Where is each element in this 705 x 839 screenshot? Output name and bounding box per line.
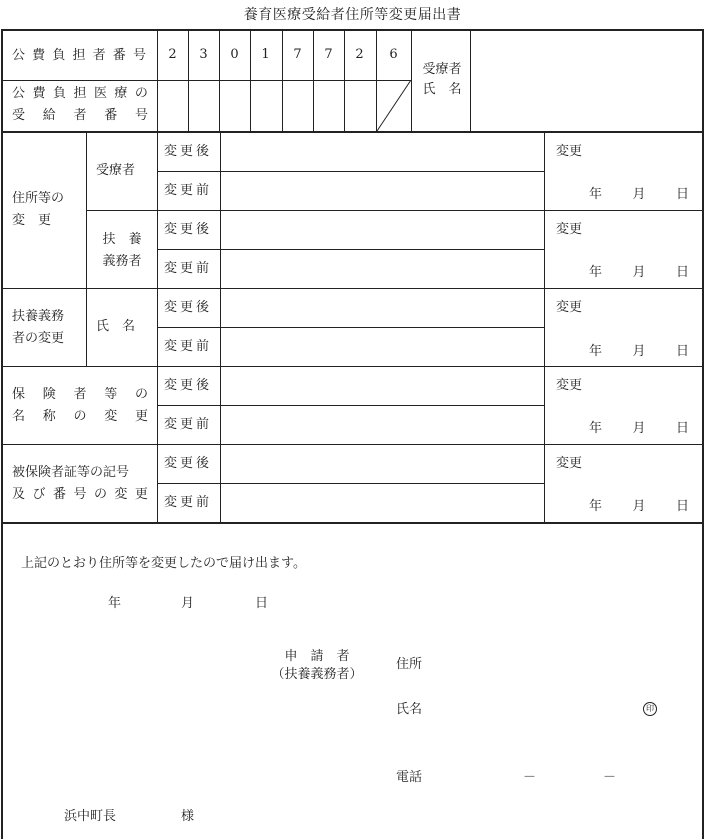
address-change-label-line2: 変 更 [12,213,52,228]
supporter-name-after-field[interactable] [221,289,543,326]
declaration-day: 日 [255,596,269,611]
insurer-change-label [12,384,148,428]
digit-divider [250,30,251,131]
table-bottom-line [1,522,704,524]
change-date [545,183,689,202]
supporter-address-before-field[interactable] [221,250,543,287]
day-label: 日 [675,344,689,359]
applicant-label-line2: （扶養義務者） [271,667,363,682]
day-label: 日 [675,499,689,514]
changed-label: 変更 [556,144,583,159]
column-divider [157,133,158,523]
supporter-label-line2: 義務者 [102,254,142,269]
declaration-month: 月 [181,596,195,611]
name-label: 氏 名 [96,319,136,334]
addressee: 浜中町長 [64,809,117,824]
patient-name-label-line2: 氏 名 [422,82,462,97]
supporter-change-label-line1: 扶養義務 [12,309,65,324]
after-label: 変更後 [164,456,213,471]
changed-label: 変更 [556,222,583,237]
change-date [545,261,689,280]
patient-address-before-field[interactable] [221,172,543,209]
form-title: 養育医療受給者住所等変更届出書 [243,7,462,23]
month-label: 月 [632,265,646,280]
insured-card-label-line1: 被保険者証等の記号 [12,465,130,480]
applicant-label-line1: 申 請 者 [284,649,350,664]
phone-field[interactable] [430,766,690,788]
digit-divider [219,30,220,131]
recipient-number-label-line2: 受 給 者 番 号 [12,108,148,123]
digit-divider [344,30,345,131]
digit-divider [188,30,189,131]
address-change-label [12,188,74,232]
insured-card-label-line2: 及 び 番 号 の 変 更 [12,487,148,502]
payer-digit: 6 [389,47,398,62]
supporter-label-line1: 扶 養 [102,232,142,247]
after-label: 変更後 [164,300,213,315]
patient-name-label-line1: 受療者 [422,62,462,77]
applicant-label [266,648,368,684]
before-label: 変更前 [164,339,213,354]
honorific: 様 [181,809,195,824]
digit-divider [282,30,283,131]
patient-name-field[interactable] [471,30,702,131]
seal-mark: 印 [643,702,657,716]
applicant-address-field[interactable] [430,652,690,674]
day-label: 日 [675,187,689,202]
insured-card-before-field[interactable] [221,484,543,521]
payer-digit: 7 [324,47,333,62]
insurer-change-label-line2: 名 称 の 変 更 [12,409,148,424]
supporter-label [96,229,148,273]
changed-label: 変更 [556,378,583,393]
before-label: 変更前 [164,183,213,198]
year-label: 年 [589,187,603,202]
insured-card-after-field[interactable] [221,445,543,482]
recipient-number-label [12,83,148,127]
digit-divider [313,30,314,131]
insured-card-change-label [12,462,148,506]
declaration-statement: 上記のとおり住所等を変更したので届け出ます。 [21,556,306,571]
payer-digit: 2 [355,47,364,62]
applicant-name-field[interactable] [430,698,635,720]
phone-dash: － [603,770,617,785]
before-label: 変更前 [164,495,213,510]
supporter-name-before-field[interactable] [221,328,543,365]
declaration-year: 年 [108,596,122,611]
insurer-name-before-field[interactable] [221,406,543,443]
year-label: 年 [589,421,603,436]
after-label: 変更後 [164,144,213,159]
patient-address-after-field[interactable] [221,134,543,170]
header-mid-line [1,80,411,81]
supporter-change-label-line2: 者の変更 [12,331,65,346]
insurer-name-after-field[interactable] [221,367,543,404]
patient-label: 受療者 [96,163,136,178]
payer-digit: 0 [230,47,239,62]
payer-digit: 2 [168,47,177,62]
header-divider [157,30,158,131]
supporter-address-after-field[interactable] [221,211,543,248]
changed-label: 変更 [556,300,583,315]
payer-digit: 3 [199,47,208,62]
supporter-change-label [12,306,64,350]
payer-digit: 7 [293,47,302,62]
month-label: 月 [632,499,646,514]
month-label: 月 [632,421,646,436]
name-label: 氏名 [396,702,423,717]
month-label: 月 [632,187,646,202]
phone-label: 電話 [396,770,423,785]
payer-number-label: 公 費 負 担 者 番 号 [12,48,146,63]
day-label: 日 [675,265,689,280]
change-date [545,340,689,359]
recipient-number-label-line1: 公 費 負 担 医 療 の [12,86,148,101]
month-label: 月 [632,344,646,359]
phone-dash: － [523,770,537,785]
before-label: 変更前 [164,417,213,432]
change-date [545,495,689,514]
insurer-change-label-line1: 保 険 者 等 の [12,387,148,402]
year-label: 年 [589,499,603,514]
change-date [545,417,689,436]
address-label: 住所 [396,657,423,672]
address-change-label-line1: 住所等の [12,191,65,206]
changed-label: 変更 [556,456,583,471]
after-label: 変更後 [164,378,213,393]
payer-digit: 1 [261,47,270,62]
header-bottom-line [1,131,704,133]
check-digit-slash [376,80,412,132]
year-label: 年 [589,344,603,359]
day-label: 日 [675,421,689,436]
patient-name-label-cell [412,30,470,131]
after-label: 変更後 [164,222,213,237]
before-label: 変更前 [164,261,213,276]
year-label: 年 [589,265,603,280]
column-divider [86,133,87,366]
